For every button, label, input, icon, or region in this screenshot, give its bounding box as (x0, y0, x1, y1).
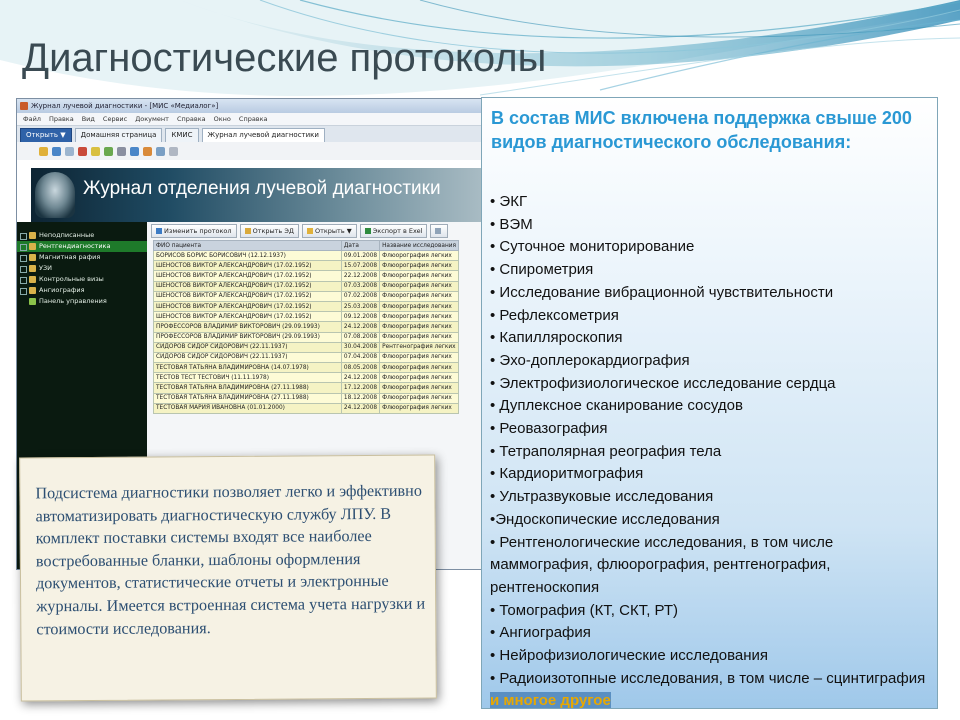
expand-icon[interactable] (20, 277, 27, 284)
diagnostics-info-panel (481, 97, 938, 709)
edit-protocol-button[interactable] (151, 224, 237, 238)
cell-date: 15.07.2008 (341, 261, 379, 271)
expand-icon[interactable] (20, 244, 27, 251)
cell-date: 22.12.2008 (341, 271, 379, 281)
app-logo-icon (20, 102, 28, 110)
cell-fio: ТЕСТОВАЯ МАРИЯ ИВАНОВНА (01.01.2000) (154, 403, 342, 413)
save-icon[interactable] (52, 147, 61, 156)
sidebar-item-control-visas[interactable] (17, 274, 147, 285)
refresh-icon[interactable] (104, 147, 113, 156)
table-row[interactable] (154, 271, 459, 281)
app-menu-bar (17, 113, 483, 126)
expand-icon[interactable] (20, 255, 27, 262)
menu-item[interactable]: Документ (135, 115, 169, 123)
cell-fio: ТЕСТОВАЯ ТАТЬЯНА ВЛАДИМИРОВНА (14.07.1978) (154, 363, 342, 373)
list-item: • Рефлексометрия (490, 306, 619, 324)
table-row[interactable] (154, 373, 459, 383)
table-row[interactable] (154, 342, 459, 352)
note-text: Подсистема диагностики позволяет легко и эффективно автоматизировать диагностическую службу ЛПУ. В комплект поставки системы входят все наиболее востребованные бланки, шаблоны оформления документов, статистические отчеты и электронные журналы. Имеется встроенная система учета нагрузки и стоимости исследования. (35, 481, 426, 638)
folder-icon (29, 287, 36, 294)
cell-fio: ШЕНОСТОВ ВИКТОР АЛЕКСАНДРОВИЧ (17.02.1952) (154, 312, 342, 322)
folder-icon (29, 243, 36, 250)
open-record-button[interactable] (240, 224, 299, 238)
sidebar-item-mri[interactable] (17, 252, 147, 263)
cell-date: 25.03.2008 (341, 301, 379, 311)
list-item: • Капилляроскопия (490, 329, 623, 347)
slide-title: Диагностические протоколы (22, 36, 547, 80)
cell-fio: ПРОФЕССОРОВ ВЛАДИМИР ВИКТОРОВИЧ (29.09.1993) (154, 322, 342, 332)
cell-study: Флюорография легких (380, 251, 459, 261)
menu-item[interactable]: Сервис (102, 115, 128, 123)
list-item: • Ангиография (490, 624, 591, 642)
cell-date: 08.05.2008 (341, 363, 379, 373)
help-icon[interactable] (169, 147, 178, 156)
list-item: • Кардиоритмография (490, 465, 644, 483)
button-label: Открыть ЭД (252, 227, 294, 235)
info-heading: В состав МИС включена поддержка свыше 200 видов диагностического обследования: (491, 108, 912, 152)
excel-icon (365, 228, 371, 234)
menu-item[interactable]: Файл (23, 115, 41, 123)
folder-icon (307, 228, 313, 234)
expand-icon[interactable] (20, 288, 27, 295)
cell-date: 09.12.2008 (341, 312, 379, 322)
list-item: • Ультразвуковые исследования (490, 488, 714, 506)
cell-study: Флюорография легких (380, 373, 459, 383)
search-icon[interactable] (130, 147, 139, 156)
table-row[interactable] (154, 312, 459, 322)
cell-fio: ШЕНОСТОВ ВИКТОР АЛЕКСАНДРОВИЧ (17.02.1952) (154, 261, 342, 271)
parchment-note (19, 455, 437, 702)
cell-study: Флюорография легких (380, 301, 459, 311)
list-item: • Эхо-доплерокардиография (490, 351, 690, 369)
cell-date: 18.12.2008 (341, 393, 379, 403)
export-excel-button[interactable] (360, 224, 428, 238)
table-row[interactable] (154, 363, 459, 373)
star-icon[interactable] (91, 147, 100, 156)
menu-item[interactable]: Вид (81, 115, 95, 123)
cell-fio: ТЕСТОВАЯ ТАТЬЯНА ВЛАДИМИРОВНА (27.11.1988) (154, 393, 342, 403)
menu-item[interactable]: Справка (238, 115, 268, 123)
app-tab-strip (17, 126, 483, 142)
cell-date: 07.04.2008 (341, 352, 379, 362)
cell-fio: ТЕСТОВАЯ ТАТЬЯНА ВЛАДИМИРОВНА (27.11.1988) (154, 383, 342, 393)
sidebar-item-angiography[interactable] (17, 285, 147, 296)
cell-study: Флюорография легких (380, 322, 459, 332)
button-label: Изменить протокол (164, 227, 232, 235)
gear-icon (29, 298, 36, 305)
table-row[interactable] (154, 352, 459, 362)
cell-study: Флюорография легких (380, 393, 459, 403)
sidebar-item-ultrasound[interactable] (17, 263, 147, 274)
menu-item[interactable]: Окно (213, 115, 231, 123)
cell-study: Флюорография легких (380, 291, 459, 301)
sidebar-item-label: Неподписанные (39, 231, 95, 239)
table-row[interactable] (154, 291, 459, 301)
list-item: • Томография (КТ, СКТ, РТ) (490, 601, 679, 619)
sidebar-item-unsigned[interactable] (17, 230, 147, 241)
sidebar-item-control-panel[interactable] (17, 296, 147, 307)
filter-icon[interactable] (143, 147, 152, 156)
cell-fio: СИДОРОВ СИДОР СИДОРОВИЧ (22.11.1937) (154, 342, 342, 352)
menu-item[interactable]: Правка (48, 115, 74, 123)
cell-study: Флюорография легких (380, 281, 459, 291)
sidebar-item-label: Ангиография (39, 286, 85, 294)
app-window-title: Журнал лучевой диагностики - [МИС «Медиалог»] (31, 102, 219, 110)
cell-date: 07.08.2008 (341, 332, 379, 342)
folder-icon (29, 254, 36, 261)
table-header-row (154, 241, 459, 251)
print-icon[interactable] (65, 147, 74, 156)
folder-icon[interactable] (39, 147, 48, 156)
diagnostics-list (490, 191, 935, 709)
list-item: • Электрофизиологическое исследование сердца (490, 374, 836, 392)
cell-fio: ПРОФЕССОРОВ ВЛАДИМИР ВИКТОРОВИЧ (29.09.1993) (154, 332, 342, 342)
list-item: • Нейрофизиологические исследования (490, 647, 769, 665)
list-item: • Тетраполярная реография тела (490, 442, 722, 460)
table-row[interactable] (154, 301, 459, 311)
app-title-bar (17, 99, 483, 113)
expand-icon[interactable] (20, 266, 27, 273)
and-more-highlight: и многое другое (490, 692, 611, 709)
table-row[interactable] (154, 322, 459, 332)
column-header-study[interactable]: Название исследования (380, 241, 459, 251)
table-row[interactable] (154, 332, 459, 342)
list-item: • Суточное мониторирование (490, 238, 695, 256)
tab-radiology-journal[interactable]: Журнал лучевой диагностики (202, 128, 325, 142)
list-item (490, 668, 935, 709)
list-item: • Дуплексное сканирование сосудов (490, 397, 743, 415)
button-label: Экспорт в Exel (372, 227, 423, 235)
folder-icon (29, 276, 36, 283)
tab-kmis[interactable]: КМИС (165, 128, 198, 142)
cell-fio: СИДОРОВ СИДОР СИДОРОВИЧ (22.11.1937) (154, 352, 342, 362)
edit-icon (156, 228, 162, 234)
cell-study: Флюорография легких (380, 312, 459, 322)
cell-fio: ШЕНОСТОВ ВИКТОР АЛЕКСАНДРОВИЧ (17.02.1952) (154, 281, 342, 291)
tab-home[interactable]: Домашняя страница (75, 128, 163, 142)
cell-fio: ТЕСТОВ ТЕСТ ТЕСТОВИЧ (11.11.1978) (154, 373, 342, 383)
sidebar-item-label: Магнитная рафия (39, 253, 101, 261)
cell-fio: БОРИСОВ БОРИС БОРИСОВИЧ (12.12.1937) (154, 251, 342, 261)
cell-date: 24.12.2008 (341, 373, 379, 383)
sidebar-item-label: Рентгендиагностика (39, 242, 111, 250)
xray-skull-image (35, 172, 75, 218)
list-item: • ВЭМ (490, 215, 533, 233)
sidebar-item-label: Панель управления (39, 297, 107, 305)
cell-study: Флюорография легких (380, 271, 459, 281)
table-row[interactable] (154, 403, 459, 413)
sidebar-item-label: УЗИ (39, 264, 52, 272)
expand-icon[interactable] (20, 233, 27, 240)
cell-study: Флюорография легких (380, 383, 459, 393)
folder-icon (29, 265, 36, 272)
export-icon[interactable] (156, 147, 165, 156)
cell-study: Флюорография легких (380, 363, 459, 373)
journal-banner (31, 168, 483, 222)
cell-study: Флюорография легких (380, 261, 459, 271)
settings-icon[interactable] (117, 147, 126, 156)
cell-fio: ШЕНОСТОВ ВИКТОР АЛЕКСАНДРОВИЧ (17.02.1952) (154, 301, 342, 311)
table-row[interactable] (154, 393, 459, 403)
sidebar-item-label: Контрольные визы (39, 275, 104, 283)
list-item-text: • Радиоизотопные исследования, в том числе – сцинтиграфия (490, 669, 926, 687)
print-icon (435, 228, 441, 234)
cell-fio: ШЕНОСТОВ ВИКТОР АЛЕКСАНДРОВИЧ (17.02.1952) (154, 271, 342, 281)
folder-icon (29, 232, 36, 239)
journal-title: Журнал отделения лучевой диагностики (83, 178, 441, 199)
cell-study: Флюорография легких (380, 352, 459, 362)
button-label: Открыть ▼ (314, 227, 352, 235)
delete-icon[interactable] (78, 147, 87, 156)
cell-date: 24.12.2008 (341, 322, 379, 332)
list-item: • ЭКГ (490, 193, 528, 210)
print-button[interactable] (430, 224, 448, 238)
app-toolbar (17, 142, 483, 161)
cell-study: Флюорография легких (380, 403, 459, 413)
document-icon (245, 228, 251, 234)
cell-date: 30.04.2008 (341, 342, 379, 352)
cell-date: 07.02.2008 (341, 291, 379, 301)
table-row[interactable] (154, 261, 459, 271)
cell-fio: ШЕНОСТОВ ВИКТОР АЛЕКСАНДРОВИЧ (17.02.1952) (154, 291, 342, 301)
list-item: • Реовазография (490, 420, 608, 438)
table-row[interactable] (154, 251, 459, 261)
cell-date: 09.01.2008 (341, 251, 379, 261)
cell-date: 24.12.2008 (341, 403, 379, 413)
cell-study: Рентгенография легких (380, 342, 459, 352)
table-row[interactable] (154, 281, 459, 291)
list-item: • Рентгенологические исследования, в том числе маммография, флюорография, рентгенография, рентгеноскопия (490, 533, 834, 596)
table-row[interactable] (154, 383, 459, 393)
journal-table (153, 240, 459, 414)
open-dropdown-button[interactable] (302, 224, 357, 238)
column-header-fio[interactable]: ФИО пациента (154, 241, 342, 251)
menu-item[interactable]: Справка (176, 115, 206, 123)
list-item: • Исследование вибрационной чувствительности (490, 283, 834, 301)
cell-date: 07.03.2008 (341, 281, 379, 291)
open-menu-button[interactable]: Открыть ▼ (20, 128, 72, 142)
sidebar-item-radiography[interactable] (17, 241, 147, 252)
grid-toolbar (147, 222, 483, 240)
list-item: •Эндоскопические исследования (490, 510, 720, 528)
column-header-date[interactable]: Дата (341, 241, 379, 251)
list-item: • Спирометрия (490, 261, 594, 279)
cell-date: 17.12.2008 (341, 383, 379, 393)
cell-study: Флюорография легких (380, 332, 459, 342)
